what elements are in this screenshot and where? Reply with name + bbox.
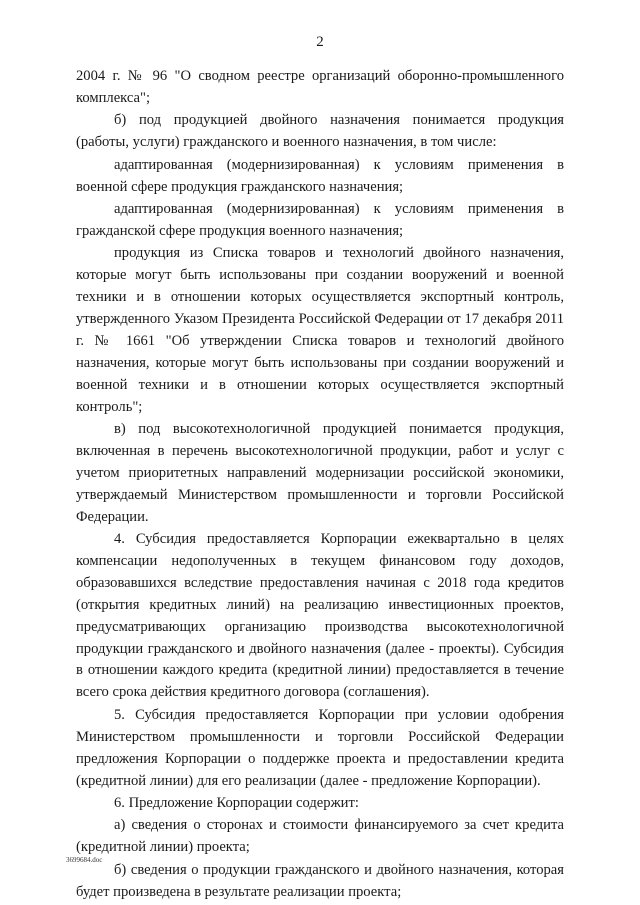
paragraph-item-b: б) под продукцией двойного назначения понимается продукция (работы, услуги) гражданского и военного назначения, в том числе: xyxy=(76,112,564,151)
footer-document-code: 3699684.doc xyxy=(66,856,103,864)
document-body xyxy=(76,66,564,903)
paragraph-item-v: в) под высокотехнологичной продукцией понимается продукция, включенная в перечень высокотехнологичной продукции, работ и услуг с учетом приоритетных направлений модернизации российской экономики, утверждаемый Министерством промышленности и торговли Российской Федерации. xyxy=(76,421,564,525)
paragraph-item-b-2: б) сведения о продукции гражданского и двойного назначения, которая будет произведена в результате реализации проекта; xyxy=(76,861,564,900)
paragraph-military-adapted: адаптированная (модернизированная) к условиям применения в военной сфере продукция гражданского назначения; xyxy=(76,156,564,195)
paragraph-civil-adapted: адаптированная (модернизированная) к условиям применения в гражданской сфере продукция военного назначения; xyxy=(76,200,564,239)
paragraph-continuation: 2004 г. № 96 "О сводном реестре организаций оборонно-промышленного комплекса"; xyxy=(76,68,564,106)
paragraph-clause-6: 6. Предложение Корпорации содержит: xyxy=(114,794,359,811)
paragraph-dual-use-list: продукция из Списка товаров и технологий двойного назначения, которые могут быть использованы при создании вооружений и военной техники и в отношении которых осуществляется экспортный контроль, утвержденного Указом Президента Российской Федерации от 17 декабря 2011 г. № 1661 "Об утверждении Списка товаров и технологий двойного назначения, которые могут быть использованы при создании вооружений и военной техники и в отношении которых осуществляется экспортный контроль"; xyxy=(76,245,564,415)
paragraph-item-a: а) сведения о сторонах и стоимости финансируемого за счет кредита (кредитной линии) проекта; xyxy=(76,817,564,856)
paragraph-clause-4: 4. Субсидия предоставляется Корпорации ежеквартально в целях компенсации недополученных в текущем финансовом году доходов, образовавшихся вследствие предоставления начиная с 2018 года кредитов (открытия кредитных линий) на реализацию инвестиционных проектов, предусматривающих организацию производства высокотехнологичной продукции гражданского и двойного назначения (далее - проекты). Субсидия в отношении каждого кредита (кредитной линии) предоставляется в течение всего срока действия кредитного договора (соглашения). xyxy=(76,531,564,701)
paragraph-clause-5: 5. Субсидия предоставляется Корпорации при условии одобрения Министерством промышленности и торговли Российской Федерации предложения Корпорации о поддержке проекта и предоставлении кредита (кредитной линии) для его реализации (далее - предложение Корпорации). xyxy=(76,706,564,789)
page-number: 2 xyxy=(316,34,324,50)
